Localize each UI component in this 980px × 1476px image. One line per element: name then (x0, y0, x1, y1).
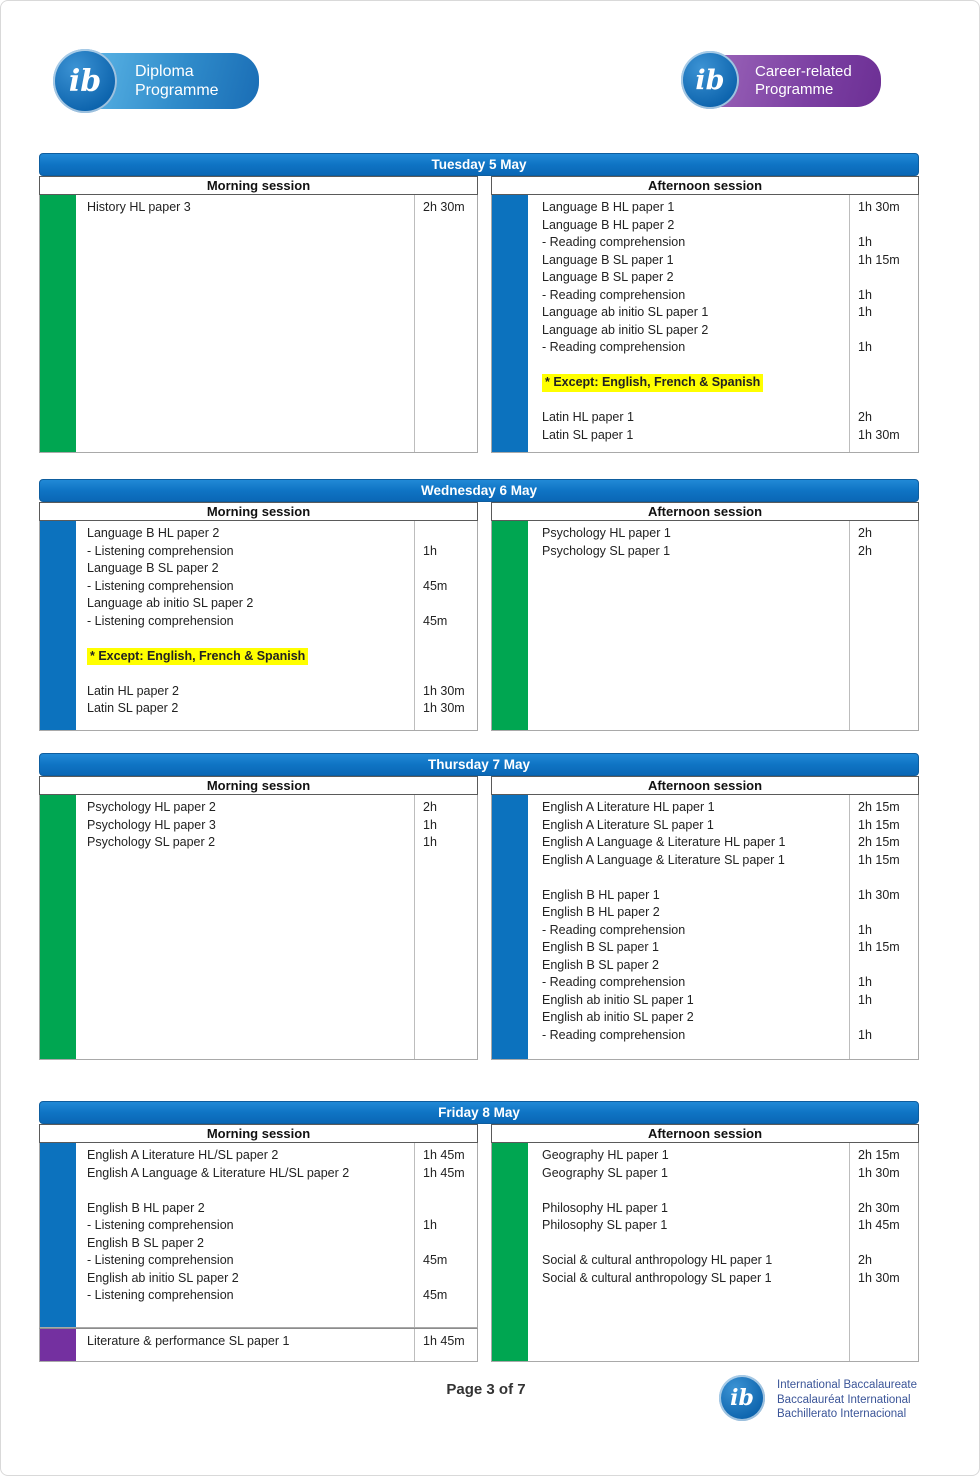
exam-duration: 2h 15m (858, 1148, 900, 1162)
exam-rows (528, 1143, 918, 1361)
exam-row (528, 1200, 918, 1218)
exam-name: Language ab initio SL paper 2 (87, 596, 254, 610)
ib-monogram: ib (730, 1385, 754, 1411)
exam-duration: 45m (423, 1253, 448, 1267)
spacer-row (528, 869, 918, 887)
session-color-bar (40, 1143, 76, 1327)
exam-name: English B SL paper 2 (542, 957, 659, 972)
session-body-row (39, 195, 919, 453)
spacer-row (528, 1182, 918, 1200)
column-gap (478, 1124, 491, 1143)
duration-column-divider (849, 795, 850, 1059)
exam-name: Geography HL paper 1 (542, 1148, 669, 1162)
exam-row (76, 834, 477, 852)
exam-name: English A Language & Literature SL paper 1 (542, 852, 785, 867)
spacer-row (76, 630, 477, 648)
exam-name: English A Language & Literature HL paper 1 (542, 835, 786, 849)
exam-row (528, 887, 918, 905)
exam-duration: 1h (858, 922, 872, 937)
exam-name: - Reading comprehension (542, 287, 686, 302)
exam-row (528, 992, 918, 1010)
column-gap (478, 502, 491, 521)
exam-duration: 1h (423, 817, 437, 832)
exam-name: English B HL paper 2 (542, 905, 660, 919)
session-header-row (39, 1124, 919, 1143)
exam-row (528, 322, 918, 340)
duration-column-divider (414, 1329, 415, 1361)
diploma-banner-line2: Programme (135, 82, 219, 99)
exam-row (528, 252, 918, 270)
exam-row (528, 1009, 918, 1027)
session-color-bar (40, 521, 76, 730)
exception-note-row (76, 648, 477, 666)
exam-name: - Reading comprehension (542, 1027, 686, 1042)
exception-note: * Except: English, French & Spanish (87, 648, 308, 666)
ib-logo-icon (719, 1375, 765, 1421)
exam-name: Language B SL paper 1 (542, 252, 674, 267)
exam-row (528, 543, 918, 561)
day-title: Tuesday 5 May (39, 153, 919, 176)
exam-row (528, 1147, 918, 1165)
exam-rows (76, 521, 477, 730)
exam-duration (415, 1200, 477, 1218)
exam-name: Language B HL paper 2 (87, 526, 220, 540)
exam-row (528, 834, 918, 852)
exam-row (528, 939, 918, 957)
session-color-bar (40, 795, 76, 1059)
exam-row (76, 1252, 477, 1270)
footer-text-line2: Baccalauréat International (777, 1393, 911, 1406)
exam-row (528, 409, 918, 427)
morning-session-column (39, 795, 478, 1060)
exam-duration: 1h (858, 992, 872, 1007)
exam-name: English A Language & Literature HL/SL paper 2 (87, 1165, 350, 1180)
spacer-row (528, 1235, 918, 1253)
exam-duration: 2h (858, 410, 872, 424)
exam-rows (76, 1329, 477, 1361)
exam-duration: 1h 15m (858, 940, 900, 954)
exam-row (76, 1333, 477, 1351)
exam-row (528, 217, 918, 235)
session-color-bar (40, 195, 76, 452)
morning-session-block (39, 521, 478, 731)
exam-row (528, 1165, 918, 1183)
exam-duration (415, 1270, 477, 1288)
spacer-row (528, 357, 918, 375)
column-gap (478, 795, 491, 1060)
afternoon-session-block (491, 1143, 919, 1362)
morning-session-column (39, 195, 478, 453)
exam-name: Language ab initio SL paper 2 (542, 322, 709, 337)
exam-name: Social & cultural anthropology SL paper 1 (542, 1270, 772, 1285)
column-gap (478, 195, 491, 453)
afternoon-session-block (491, 521, 919, 731)
exception-note-row (528, 374, 918, 392)
exam-duration: 1h 15m (858, 817, 900, 832)
exam-name: - Listening comprehension (87, 1288, 234, 1302)
afternoon-session-column (491, 521, 919, 731)
exam-rows (528, 195, 918, 452)
exam-duration: 1h 30m (858, 1270, 900, 1285)
exam-name: Literature & performance SL paper 1 (87, 1334, 290, 1348)
ib-monogram: ib (68, 63, 102, 99)
exam-row (76, 543, 477, 561)
exam-row (528, 234, 918, 252)
afternoon-session-column (491, 195, 919, 453)
exam-name: Language ab initio SL paper 1 (542, 305, 709, 319)
exam-name: Psychology HL paper 2 (87, 800, 216, 814)
ib-monogram: ib (695, 64, 725, 96)
afternoon-session-header: Afternoon session (491, 776, 919, 795)
session-header-row (39, 776, 919, 795)
exam-row (528, 922, 918, 940)
session-body-row (39, 1143, 919, 1362)
exam-name: Language B HL paper 2 (542, 217, 675, 232)
afternoon-session-block (491, 195, 919, 453)
exam-row (528, 269, 918, 287)
exam-duration (850, 904, 918, 922)
exam-row (76, 578, 477, 596)
exam-duration: 1h 45m (423, 1334, 465, 1348)
exam-duration: 1h 45m (423, 1165, 465, 1180)
exam-name: Latin HL paper 1 (542, 410, 634, 424)
day-title: Thursday 7 May (39, 753, 919, 776)
exam-row (76, 613, 477, 631)
session-header-row (39, 176, 919, 195)
session-body-row (39, 795, 919, 1060)
exam-name: English B HL paper 2 (87, 1200, 205, 1215)
exam-duration: 2h 15m (858, 835, 900, 849)
exam-duration: 1h (423, 1218, 437, 1232)
exam-name: Language B HL paper 1 (542, 200, 675, 214)
exam-row (528, 957, 918, 975)
exam-duration (415, 595, 477, 613)
exam-row (76, 1287, 477, 1305)
exam-name: English B HL paper 1 (542, 887, 660, 902)
ib-logo-icon (53, 49, 117, 113)
duration-column-divider (849, 195, 850, 452)
exam-duration: 45m (423, 613, 448, 628)
exam-name: Social & cultural anthropology HL paper 1 (542, 1253, 773, 1267)
exam-name: - Reading comprehension (542, 922, 686, 937)
exam-duration: 1h 45m (423, 1148, 465, 1162)
exam-row (76, 595, 477, 613)
morning-session-header: Morning session (39, 1124, 478, 1143)
exam-name: Geography SL paper 1 (542, 1165, 669, 1180)
exam-duration (415, 1235, 477, 1253)
exam-name: Philosophy SL paper 1 (542, 1218, 668, 1232)
exam-row (76, 1200, 477, 1218)
exception-note: * Except: English, French & Spanish (542, 374, 763, 392)
exam-duration: 1h 45m (858, 1218, 900, 1232)
ib-logo-icon (681, 51, 739, 109)
footer-text-line3: Bachillerato Internacional (777, 1408, 907, 1420)
morning-session-block (39, 195, 478, 453)
ib-footer-logo (719, 1375, 917, 1422)
duration-column-divider (414, 521, 415, 730)
exam-name: English B SL paper 2 (87, 1235, 204, 1250)
diploma-banner-line1: Diploma (135, 63, 194, 80)
exam-name: English ab initio SL paper 2 (542, 1010, 694, 1024)
spacer-row (528, 392, 918, 410)
exam-row (528, 1027, 918, 1045)
exam-row (76, 1165, 477, 1183)
exam-row (528, 974, 918, 992)
afternoon-session-column (491, 1143, 919, 1362)
exam-row (76, 1217, 477, 1235)
exam-duration: 1h (858, 975, 872, 989)
exam-duration (850, 217, 918, 235)
exam-duration: 2h (423, 800, 437, 814)
duration-column-divider (849, 521, 850, 730)
exam-row (528, 852, 918, 870)
afternoon-session-header: Afternoon session (491, 502, 919, 521)
session-color-bar (40, 1329, 76, 1361)
exam-name: English ab initio SL paper 1 (542, 992, 694, 1007)
exam-name: - Reading comprehension (542, 235, 686, 249)
session-header-row (39, 502, 919, 521)
exam-duration: 1h (423, 543, 437, 558)
career-banner-line2: Programme (755, 81, 834, 98)
duration-column-divider (414, 1143, 415, 1327)
exam-name: - Listening comprehension (87, 578, 234, 593)
exam-name: - Listening comprehension (87, 1253, 234, 1267)
exam-duration: 2h (858, 543, 872, 558)
afternoon-session-block (491, 795, 919, 1060)
exam-rows (528, 795, 918, 1059)
exam-name: History HL paper 3 (87, 200, 191, 214)
exam-name: English B SL paper 1 (542, 940, 659, 954)
session-color-bar (492, 521, 528, 730)
day-table (39, 479, 919, 731)
exam-row (528, 904, 918, 922)
exam-duration: 1h (858, 305, 872, 319)
exam-name: - Reading comprehension (542, 975, 686, 989)
exam-duration: 1h (858, 235, 872, 249)
duration-column-divider (414, 795, 415, 1059)
schedule-tables (39, 153, 919, 1362)
exam-row (528, 799, 918, 817)
exam-name: Psychology HL paper 1 (542, 526, 671, 540)
exam-duration: 1h 15m (858, 852, 900, 867)
exam-duration: 1h (858, 340, 872, 354)
exam-row (528, 339, 918, 357)
morning-session-header: Morning session (39, 502, 478, 521)
morning-session-column (39, 521, 478, 731)
exam-row (528, 1252, 918, 1270)
afternoon-session-column (491, 795, 919, 1060)
session-color-bar (492, 795, 528, 1059)
exam-duration (415, 525, 477, 543)
exam-name: English A Literature HL/SL paper 2 (87, 1148, 279, 1162)
morning-session-header: Morning session (39, 776, 478, 795)
spacer-row (76, 665, 477, 683)
exam-name: English A Literature HL paper 1 (542, 800, 715, 814)
ib-footer-text (777, 1375, 917, 1422)
exam-name: Psychology HL paper 3 (87, 817, 216, 832)
exam-duration: 2h (858, 526, 872, 540)
exam-duration: 1h 30m (423, 683, 465, 698)
exam-duration: 1h 30m (858, 427, 900, 442)
exam-name: - Reading comprehension (542, 340, 686, 354)
exam-duration: 1h 30m (858, 887, 900, 902)
morning-session-column (39, 1143, 478, 1362)
session-color-bar (492, 195, 528, 452)
day-title: Wednesday 6 May (39, 479, 919, 502)
exam-rows (76, 795, 477, 1059)
exam-duration: 2h 30m (423, 200, 465, 214)
exam-duration: 2h 30m (858, 1200, 900, 1215)
exam-duration: 1h 30m (858, 200, 900, 214)
exam-duration (850, 322, 918, 340)
exam-rows (76, 195, 477, 452)
spacer-row (76, 1182, 477, 1200)
exam-duration: 1h (858, 287, 872, 302)
exam-rows (76, 1143, 477, 1327)
exam-duration (850, 957, 918, 975)
exam-name: Latin SL paper 1 (542, 427, 634, 442)
morning-session-block (39, 1328, 478, 1362)
day-table (39, 753, 919, 1060)
exam-row (528, 525, 918, 543)
exam-name: Psychology SL paper 1 (542, 543, 671, 558)
exam-duration: 45m (423, 1288, 448, 1302)
afternoon-session-header: Afternoon session (491, 1124, 919, 1143)
exam-row (76, 1147, 477, 1165)
column-gap (478, 521, 491, 731)
exam-row (528, 1270, 918, 1288)
exam-duration: 1h (423, 835, 437, 849)
exam-name: Latin HL paper 2 (87, 683, 179, 698)
exam-duration: 45m (423, 578, 448, 593)
exam-row (528, 427, 918, 445)
footer-text-line1: International Baccalaureate (777, 1379, 918, 1391)
exam-row (528, 287, 918, 305)
exam-name: - Listening comprehension (87, 543, 234, 558)
exam-name: Latin SL paper 2 (87, 701, 179, 715)
morning-session-block (39, 1143, 478, 1328)
exam-row (76, 683, 477, 701)
afternoon-session-header: Afternoon session (491, 176, 919, 195)
exam-duration: 1h 30m (858, 1165, 900, 1180)
exam-name: - Listening comprehension (87, 1218, 234, 1232)
exam-row (528, 304, 918, 322)
session-body-row (39, 521, 919, 731)
exam-row (76, 199, 477, 217)
exam-name: - Listening comprehension (87, 613, 234, 628)
page-indicator: Page 3 of 7 (446, 1381, 526, 1398)
diploma-programme-logo (53, 49, 265, 115)
exam-row (76, 1235, 477, 1253)
exam-name: Language B SL paper 2 (87, 561, 219, 575)
column-gap (478, 776, 491, 795)
career-related-programme-logo (681, 51, 887, 113)
day-table (39, 1101, 919, 1362)
exam-row (76, 700, 477, 718)
exam-name: English ab initio SL paper 2 (87, 1270, 239, 1285)
exam-duration (850, 1009, 918, 1027)
column-gap (478, 176, 491, 195)
exam-row (76, 817, 477, 835)
column-gap (478, 1143, 491, 1362)
exam-duration: 1h 15m (858, 252, 900, 267)
morning-session-header: Morning session (39, 176, 478, 195)
exam-name: Psychology SL paper 2 (87, 835, 216, 849)
exam-duration: 1h (858, 1027, 872, 1042)
exam-row (528, 817, 918, 835)
session-color-bar (492, 1143, 528, 1361)
exam-name: English A Literature SL paper 1 (542, 817, 714, 832)
exam-duration: 1h 30m (423, 701, 465, 715)
career-banner-line1: Career-related (755, 63, 852, 80)
exam-row (76, 560, 477, 578)
exam-row (528, 1217, 918, 1235)
exam-duration: 2h (858, 1253, 872, 1267)
exam-row (76, 525, 477, 543)
morning-session-block (39, 795, 478, 1060)
exam-row (528, 199, 918, 217)
exam-row (76, 1270, 477, 1288)
exam-duration: 2h 15m (858, 800, 900, 814)
exam-name: Language B SL paper 2 (542, 270, 674, 284)
exam-duration (850, 269, 918, 287)
duration-column-divider (414, 195, 415, 452)
exam-row (76, 799, 477, 817)
duration-column-divider (849, 1143, 850, 1361)
day-title: Friday 8 May (39, 1101, 919, 1124)
exam-name: Philosophy HL paper 1 (542, 1200, 669, 1215)
exam-rows (528, 521, 918, 730)
day-table (39, 153, 919, 453)
exam-duration (415, 560, 477, 578)
